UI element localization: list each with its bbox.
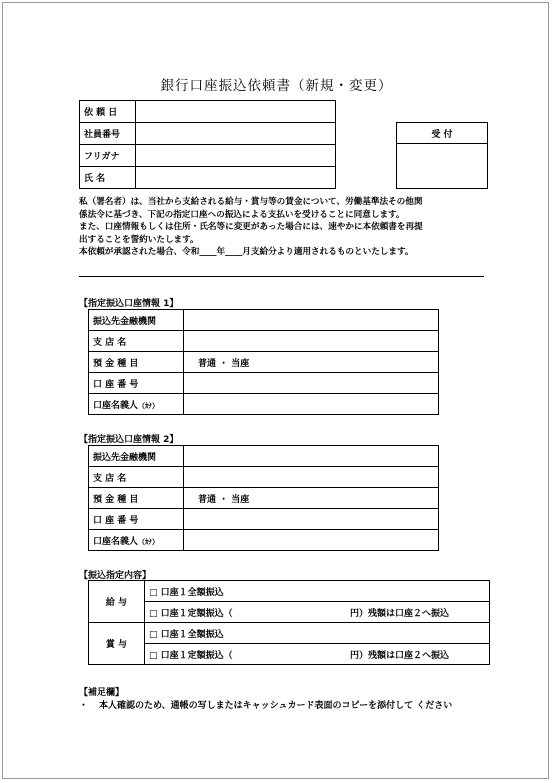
request-date-label: 依 頼 日	[80, 101, 136, 123]
agreement-statement	[79, 196, 499, 259]
employee-number-field[interactable]	[136, 123, 336, 145]
account2-number-field[interactable]	[184, 509, 439, 530]
statement-line: 係法令に基づき、下記の指定口座への振込による支払いを受けることに同意します。	[79, 209, 405, 220]
account-holder-label	[89, 530, 184, 551]
kana-note: （ｶﾅ）	[138, 401, 160, 410]
account2-type-row	[89, 488, 439, 509]
bank-name-label: 振込先金融機関	[89, 446, 184, 467]
account1-branch-row	[89, 331, 439, 352]
remainder-text: 円）残額は口座２へ振込	[349, 608, 449, 619]
bank-name-label: 振込先金融機関	[89, 310, 184, 331]
account2-number-row	[89, 509, 439, 530]
account1-heading: 【指定振込口座情報 1】	[79, 299, 179, 309]
statement-line: 出することを誓約いたします。	[79, 234, 199, 245]
furigana-row	[80, 145, 336, 167]
deposit-type-label: 預 金 種 目	[89, 488, 184, 509]
divider	[79, 276, 484, 277]
account2-table	[88, 445, 439, 551]
fixed-transfer-text: □ 口座１定額振込（	[149, 608, 233, 619]
receipt-label: 受 付	[397, 123, 488, 144]
supplement-note	[79, 699, 491, 713]
account2-holder-row	[89, 530, 439, 551]
employee-number-label: 社員番号	[80, 123, 136, 145]
branch-name-label: 支 店 名	[89, 331, 184, 352]
bullet-mark: ・	[79, 701, 89, 711]
request-date-field[interactable]	[136, 101, 336, 123]
account-holder-label	[89, 394, 184, 415]
account1-type-options[interactable]: 普通 ・ 当座	[184, 352, 439, 373]
account2-bank-field[interactable]	[184, 446, 439, 467]
account1-number-row	[89, 373, 439, 394]
supplement-heading: 【補足欄】	[79, 688, 125, 698]
supplement-text: 本人確認のため、通帳の写しまたはキャッシュカード表面のコピーを添付して ください	[99, 701, 453, 711]
account2-heading: 【指定振込口座情報 2】	[79, 435, 179, 445]
deposit-type-label: 預 金 種 目	[89, 352, 184, 373]
bonus-label: 賞 与	[89, 623, 145, 665]
account1-holder-field[interactable]	[184, 394, 439, 415]
salary-row-2	[89, 602, 490, 623]
bonus-full-transfer-option[interactable]: □ 口座１全額振込	[145, 623, 490, 644]
account1-holder-row	[89, 394, 439, 415]
account2-holder-field[interactable]	[184, 530, 439, 551]
furigana-label: フリガナ	[80, 145, 136, 167]
account-number-label: 口 座 番 号	[89, 509, 184, 530]
account1-bank-row	[89, 310, 439, 331]
applicant-info-table	[79, 100, 336, 189]
salary-full-transfer-option[interactable]: □ 口座１全額振込	[145, 581, 490, 602]
account1-type-row	[89, 352, 439, 373]
transfer-table	[88, 580, 490, 665]
page-title: 銀行口座振込依頼書（新規・変更）	[160, 78, 393, 94]
account2-branch-row	[89, 467, 439, 488]
statement-line: また、口座情報もしくは住所・氏名等に変更があった場合には、速やかに本依頼書を再提	[79, 222, 423, 232]
account1-number-field[interactable]	[184, 373, 439, 394]
statement-line: 私（署名者）は、当社から支給される給与・賞与等の賃金について、労働基準法その他関	[79, 197, 423, 207]
account2-type-options[interactable]: 普通 ・ 当座	[184, 488, 439, 509]
receipt-stamp-box	[396, 122, 488, 189]
fixed-transfer-text: □ 口座１定額振込（	[149, 650, 233, 661]
salary-fixed-transfer-option[interactable]	[145, 602, 490, 623]
bonus-row-2	[89, 644, 490, 665]
transfer-heading: 【振込指定内容】	[79, 571, 152, 581]
name-field[interactable]	[136, 167, 336, 189]
name-row	[80, 167, 336, 189]
salary-row-1	[89, 581, 490, 602]
employee-number-row	[80, 123, 336, 145]
name-label: 氏 名	[80, 167, 136, 189]
bonus-row-1	[89, 623, 490, 644]
kana-note: （ｶﾅ）	[138, 537, 160, 546]
account2-bank-row	[89, 446, 439, 467]
account-holder-label-text: 口座名義人	[93, 536, 139, 547]
remainder-text: 円）残額は口座２へ振込	[349, 650, 449, 661]
account1-bank-field[interactable]	[184, 310, 439, 331]
salary-label: 給 与	[89, 581, 145, 623]
branch-name-label: 支 店 名	[89, 467, 184, 488]
account-holder-label-text: 口座名義人	[93, 400, 139, 411]
account1-table	[88, 309, 439, 415]
bonus-fixed-transfer-option[interactable]	[145, 644, 490, 665]
account-number-label: 口 座 番 号	[89, 373, 184, 394]
account1-branch-field[interactable]	[184, 331, 439, 352]
statement-line: 本依頼が承認された場合、令和____年____月支給分より適用されるものといたします。	[79, 247, 414, 257]
request-date-row	[80, 101, 336, 123]
account2-branch-field[interactable]	[184, 467, 439, 488]
receipt-stamp-area[interactable]	[397, 144, 488, 189]
furigana-field[interactable]	[136, 145, 336, 167]
